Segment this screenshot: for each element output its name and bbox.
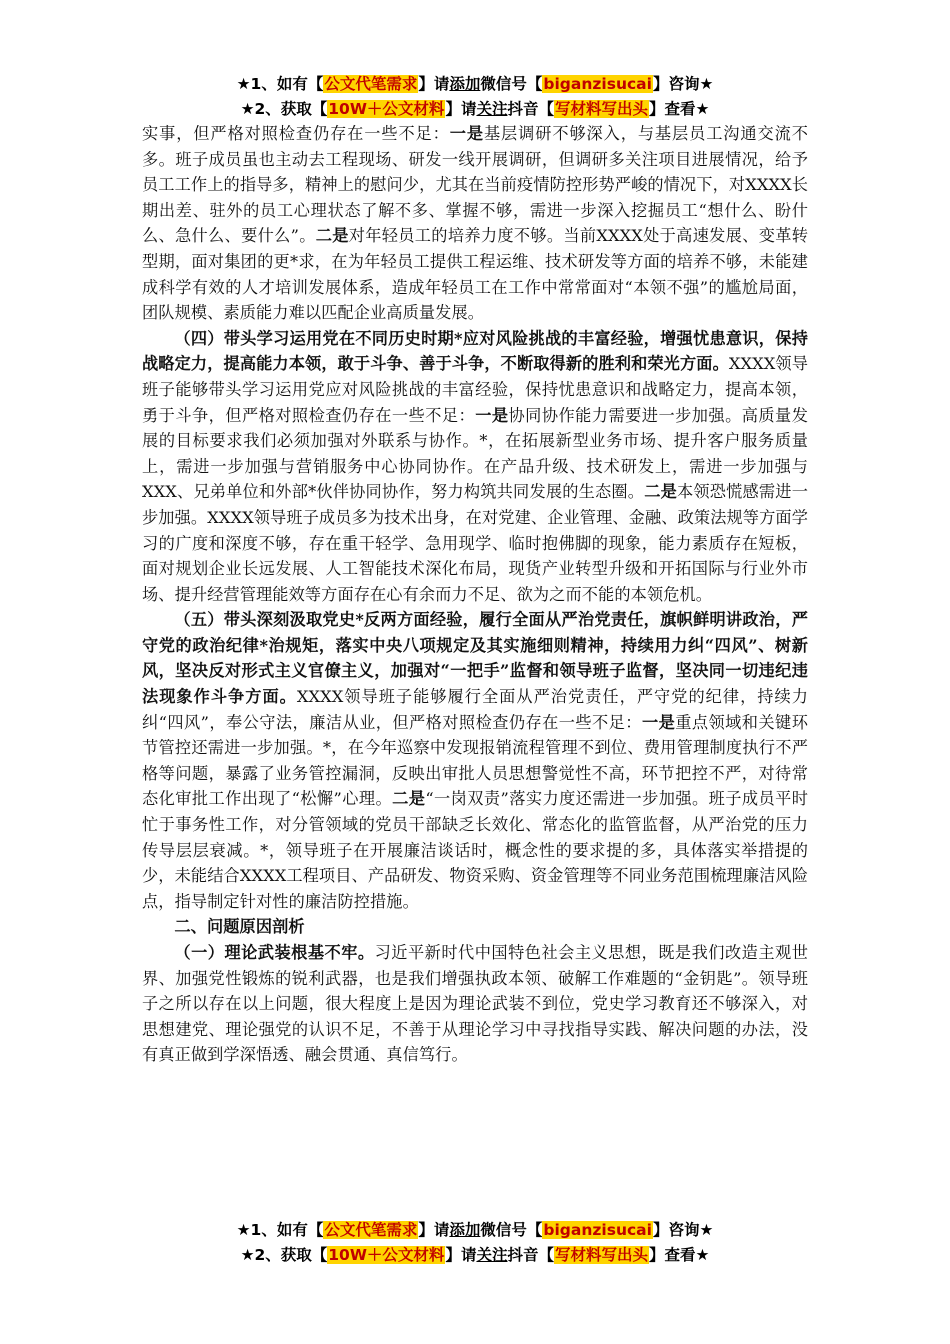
promo-text: 微信号【	[480, 75, 543, 93]
promo-text: 】咨询★	[652, 75, 714, 93]
paragraph-section-4	[142, 326, 808, 608]
bold-marker: 一是	[449, 124, 484, 143]
promo-wechat-id: biganzisucai	[543, 75, 652, 93]
promo-banner-top	[0, 72, 950, 122]
paragraph-cause-1	[142, 940, 808, 1068]
promo-douyin-id: 写材料写出头	[554, 100, 648, 118]
promo-line-1	[0, 72, 950, 97]
promo-line-2	[0, 1243, 950, 1268]
promo-highlight: 10W＋公文材料	[328, 100, 445, 118]
text-run: 习近平新时代中国特色社会主义思想，既是我们改造主观世界、加强党性锻炼的锐利武器，也是我们增强执政本领、破解工作难题的“金钥匙”。领导班子之所以存在以上问题，很大程度上是因为理论武装不到位，党史学习教育还不够深入，对思想建党、理论强党的认识不足，不善于从理论学习中寻找指导实践、解决问题的办法，没有真正做到学深悟透、融会贯通、真信笃行。	[142, 943, 808, 1065]
promo-text: 抖音【	[507, 1246, 554, 1264]
promo-text: 】查看★	[649, 100, 710, 118]
bold-marker: 一是	[475, 405, 509, 425]
promo-text: 微信号【	[480, 1221, 543, 1239]
text-run: 对年轻员工的培养力度不够。当前XXXX处于高速发展、变革转型期，面对集团的更*求，在为年轻员工提供工程运维、技术研发等方面的培养不够，未能建成科学有效的人才培训发展体系，造成年轻员工在工作中常常面对“本领不强”的尴尬局面，团队规模、素质能力难以匹配企业高质量发展。	[142, 226, 809, 323]
section-title	[142, 914, 808, 940]
text-run: 重点领域和关键环节管控还需进一步加强。*，在今年巡察中发现报销流程管理不到位、费用管理制度执行不严格等问题，暴露了业务管控漏洞，反映出审批人员思想警觉性不高，环节把控不严，对待常态化审批工作出现了“松懈”心理。	[142, 712, 808, 809]
promo-text: ★1、如有【	[236, 75, 324, 93]
promo-underlined: 添加	[449, 75, 481, 93]
text-run: XXXX领导班子能够带头学习运用党应对风险挑战的丰富经验，保持忧患意识和战略定力，提高本领，勇于斗争，但严格对照检查仍存在一些不足：	[142, 354, 808, 425]
promo-text: 】请	[418, 75, 450, 93]
promo-text: 】查看★	[649, 1246, 710, 1264]
promo-underlined: 关注	[476, 1246, 508, 1264]
promo-line-2	[0, 97, 950, 122]
promo-wechat-id: biganzisucai	[543, 1221, 652, 1239]
promo-text: 】请	[445, 100, 477, 118]
bold-marker: 二是	[644, 482, 677, 502]
section-title-text: 二、问题原因剖析	[174, 917, 305, 937]
bold-marker: 二是	[392, 789, 426, 809]
text-run: XXXX领导班子能够履行全面从严治党责任，严守党的纪律，持续力纠“四风”，奉公守法，廉洁从业，但严格对照检查仍存在一些不足：	[142, 687, 808, 732]
promo-highlight: 公文代笔需求	[324, 75, 418, 93]
text-run: “一岗双责”落实力度还需进一步加强。班子成员平时忙于事务性工作，对分管领域的党员干部缺乏长效化、常态化的监管监督，从严治党的压力传导层层衰减。*，领导班子在开展廉洁谈话时，概念性的要求提的多，具体落实举措提的少，未能结合XXXX工程项目、产品研发、物资采购、资金管理等不同业务范围梳理廉洁风险点，指导制定针对性的廉洁防控措施。	[142, 789, 809, 911]
section-heading: （四）带头学习运用党在不同历史时期*应对风险挑战的丰富经验，增强忧患意识，保持战略定力，提高能力本领，敢于斗争、善于斗争，不断取得新的胜利和荣光方面。	[142, 328, 808, 374]
text-run: 协同协作能力需要进一步加强。高质量发展的目标要求我们必须加强对外联系与协作。*，在拓展新型业务市场、提升客户服务质量上，需进一步加强与营销服务中心协同协作。在产品升级、技术研发上，需进一步加强与XXX、兄弟单位和外部*伙伴协同协作，努力构筑共同发展的生态圈。	[142, 405, 809, 502]
section-heading: （一）理论武装根基不牢。	[174, 943, 375, 962]
promo-douyin-id: 写材料写出头	[554, 1246, 648, 1264]
document-body	[142, 121, 808, 1068]
bold-marker: 一是	[641, 712, 676, 732]
section-heading: （五）带头深刻汲取党史*反两方面经验，履行全面从严治党责任，旗帜鲜明讲政治，严守党的政治纪律*治规矩，落实中央八项规定及其实施细则精神，持续用力纠“四风”、树新风，坚决反对形式主义官僚主义，加强对“一把手”监督和领导班子监督，坚决同一切违纪违法现象作斗争方面。	[142, 610, 808, 707]
promo-text: ★2、获取【	[240, 1246, 328, 1264]
promo-text: ★2、获取【	[240, 100, 328, 118]
promo-highlight: 10W＋公文材料	[328, 1246, 445, 1264]
promo-banner-bottom	[0, 1218, 950, 1268]
paragraph-section-5	[142, 607, 808, 914]
promo-line-1	[0, 1218, 950, 1243]
promo-underlined: 关注	[476, 100, 508, 118]
promo-underlined: 添加	[449, 1221, 481, 1239]
bold-marker: 二是	[315, 226, 349, 246]
text-run: 本领恐慌感需进一步加强。XXXX领导班子成员多为技术出身，在对党建、企业管理、金融、政策法规等方面学习的广度和深度不够，存在重干轻学、急用现学、临时抱佛脚的现象，能力素质存在短板，面对规划企业长远发展、人工智能技术深化布局，现货产业转型升级和开拓国际与行业外市场、提升经营管理能效等方面存在心有余而力不足、欲为之而不能的本领危机。	[142, 482, 808, 604]
promo-text: 】请	[445, 1246, 477, 1264]
text-run: 基层调研不够深入，与基层员工沟通交流不多。班子成员虽也主动去工程现场、研发一线开展调研，但调研多关注项目进展情况，给予员工工作上的指导多，精神上的慰问少，尤其在当前疫情防控形势严峻的情况下，对XXXX长期出差、驻外的员工心理状态了解不多、掌握不够，需进一步深入挖掘员工“想什么、盼什么、急什么、要什么”。	[142, 124, 808, 246]
promo-text: 】请	[418, 1221, 450, 1239]
promo-text: 抖音【	[507, 100, 554, 118]
text-run: 实事，但严格对照检查仍存在一些不足：	[142, 124, 450, 143]
promo-highlight: 公文代笔需求	[324, 1221, 418, 1239]
promo-text: 】咨询★	[652, 1221, 714, 1239]
promo-text: ★1、如有【	[236, 1221, 324, 1239]
paragraph-continued	[142, 121, 808, 326]
